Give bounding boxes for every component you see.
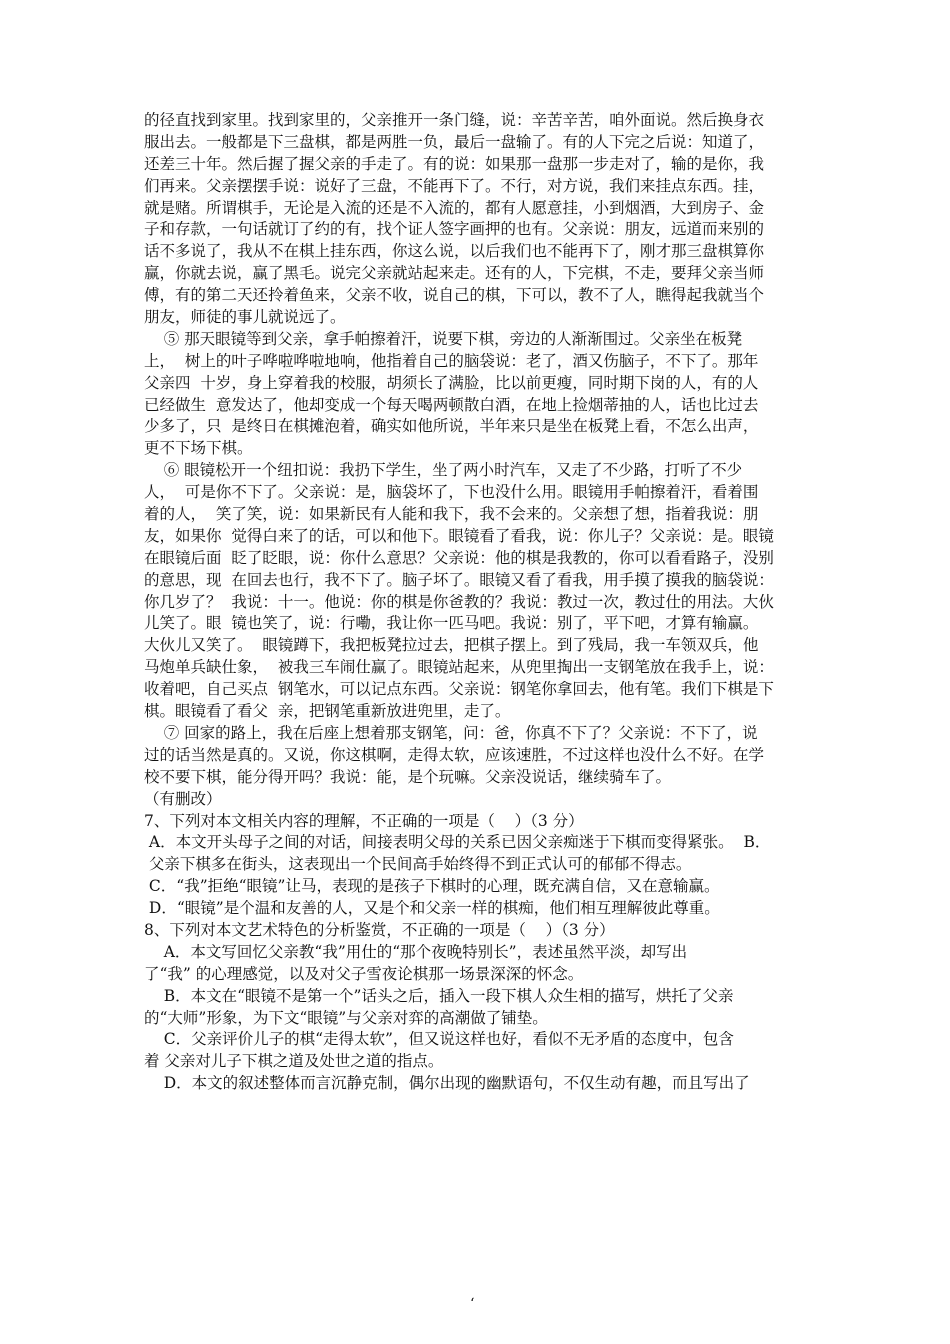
question-7-option: 父亲下棋多在街头，这表现出一个民间高手始终得不到正式认可的郁郁不得志。 [144, 855, 692, 874]
question-7-option: A．本文开头母子之间的对话，间接表明父母的关系已因父亲痴迷于下棋而变得紧张。 B． [144, 833, 771, 852]
text-line: 棋。眼镜看了看父 亲，把钢笔重新放进兜里，走了。 [144, 702, 511, 721]
paragraph-6-start: ⑥ 眼镜松开一个纽扣说：我扔下学生，坐了两小时汽车，又走了不少路，打听了不少 [144, 461, 743, 480]
question-7-option: D．“眼镜”是个温和友善的人，又是个和父亲一样的棋痴，他们相互理解彼此尊重。 [144, 899, 720, 918]
text-line: 朋友，师徒的事儿就说远了。 [144, 308, 346, 327]
text-line: 就是赌。所谓棋手，无论是入流的还是不入流的，都有人愿意挂，小到烟酒，大到房子、金 [144, 198, 765, 217]
text-line: 的意思，现 在回去也行，我不下了。脑子坏了。眼镜又看了看我，用手摸了摸我的脑袋说： [144, 570, 774, 589]
text-line: 友，如果你 觉得白来了的话，可以和他下。眼镜看了看我，说：你儿子？父亲说：是。眼镜 [144, 526, 774, 545]
text-line: 少多了，只 是终日在棋摊泡着，确实如他所说，半年来只是坐在板凳上看，不怎么出声， [144, 417, 759, 436]
text-line: 已经做生 意发达了，他却变成一个每天喝两顿散白酒，在地上捡烟蒂抽的人，话也比过去 [144, 395, 759, 414]
footer-mark: ‘ [470, 1296, 475, 1312]
paragraph-5-start: ⑤ 那天眼镜等到父亲，拿手帕擦着汗，说要下棋，旁边的人渐渐围过。父亲坐在板凳 [144, 329, 743, 348]
text-line: 更不下场下棋。 [144, 439, 253, 458]
question-8-option: B．本文在“眼镜不是第一个”话头之后，插入一段下棋人众生相的描写，烘托了父亲 [144, 986, 734, 1005]
question-7: 7、下列对本文相关内容的理解，不正确的一项是（ ）（3 分） [144, 811, 584, 830]
text-line: 着 父亲对儿子下棋之道及处世之道的指点。 [144, 1052, 444, 1071]
text-line: 在眼镜后面 眨了眨眼，说：你什么意思？父亲说：他的棋是我教的，你可以看看路子，没别 [144, 548, 774, 567]
question-8-option: D．本文的叙述整体而言沉静克制，偶尔出现的幽默语句，不仅生动有趣，而且写出了 [144, 1074, 750, 1093]
text-line: 赢，你就去说，赢了黑毛。说完父亲就站起来走。还有的人，下完棋，不走，要拜父亲当师 [144, 264, 765, 283]
question-8-option: C．父亲评价儿子的棋“走得太软”，但又说这样也好，看似不无矛盾的态度中，包含 [144, 1030, 734, 1049]
source-note: （有删改） [144, 789, 222, 808]
text-line: 父亲四 十岁，身上穿着我的校服，胡须长了满脸，比以前更瘦，同时期下岗的人，有的人 [144, 373, 759, 392]
text-line: 马炮单兵缺仕象， 被我三车闹仕赢了。眼镜站起来，从兜里掏出一支钢笔放在我手上，说： [144, 658, 774, 677]
text-line: 们再来。父亲摆摆手说：说好了三盘，不能再下了。不行，对方说，我们来挂点东西。挂， [144, 176, 765, 195]
text-line: 了“我” 的心理感觉，以及对父子雪夜论棋那一场景深深的怀念。 [144, 964, 584, 983]
text-line: 上， 树上的叶子哗啦哗啦地响，他指着自己的脑袋说：老了，酒又伤脑子，不下了。那年 [144, 351, 759, 370]
document-body [144, 110, 812, 1095]
text-line: 的径直找到家里。找到家里的，父亲推开一条门缝，说：辛苦辛苦，咱外面说。然后换身衣 [144, 111, 765, 129]
text-line: 你几岁了？ 我说：十一。他说：你的棋是你爸教的？我说：教过一次，教过仕的用法。大伙 [144, 592, 774, 611]
text-line: 人， 可是你不下了。父亲说：是，脑袋坏了，下也没什么用。眼镜用手帕擦着汗，看着围 [144, 483, 759, 502]
question-8-option: A．本文写回忆父亲教“我”用仕的“那个夜晚特别长”，表述虽然平淡，却写出 [144, 942, 688, 961]
paragraph-7-start: ⑦ 回家的路上，我在后座上想着那支钢笔，问：爸，你真不下了？父亲说：不下了，说 [144, 723, 758, 742]
text-line: 服出去。一般都是下三盘棋，都是两胜一负，最后一盘输了。有的人下完之后说：知道了， [144, 132, 765, 151]
text-line: 着的人， 笑了笑，说：如果新民有人能和我下，我不会来的。父亲想了想，指着我说：朋 [144, 505, 759, 524]
text-line: 还差三十年。然后握了握父亲的手走了。有的说：如果那一盘那一步走对了，输的是你，我 [144, 154, 765, 173]
text-line: 收着吧，自己买点 钢笔水，可以记点东西。父亲说：钢笔你拿回去，他有笔。我们下棋是下 [144, 680, 774, 699]
text-line: 傅，有的第二天还拎着鱼来，父亲不收，说自己的棋，下可以，教不了人，瞧得起我就当个 [144, 286, 765, 305]
question-7-option: C．“我”拒绝“眼镜”让马，表现的是孩子下棋时的心理，既充满自信，又在意输赢。 [144, 877, 720, 896]
question-8: 8、下列对本文艺术特色的分析鉴赏，不正确的一项是（ ）（3 分） [144, 920, 615, 939]
text-line: 儿笑了。眼 镜也笑了，说：行嘞，我让你一匹马吧。我说：别了，平下吧，才算有输赢。 [144, 614, 759, 633]
text-line: 话不多说了，我从不在棋上挂东西，你这么说，以后我们也不能再下了，刚才那三盘棋算你 [144, 242, 765, 261]
text-line: 子和存款，一句话就订了约的有，找个证人签字画押的也有。父亲说：朋友，远道而来别的 [144, 220, 765, 239]
text-line: 校不要下棋，能分得开吗？我说：能，是个玩嘛。父亲没说话，继续骑车了。 [144, 767, 672, 786]
text-line: 过的话当然是真的。又说，你这棋啊，走得太软，应该速胜，不过这样也没什么不好。在学 [144, 745, 765, 764]
text-line: 的“大师”形象，为下文“眼镜”与父亲对弈的高潮做了铺垫。 [144, 1008, 548, 1027]
text-line: 大伙儿又笑了。 眼镜蹲下，我把板凳拉过去，把棋子摆上。到了残局，我一车领双兵，他 [144, 636, 759, 655]
